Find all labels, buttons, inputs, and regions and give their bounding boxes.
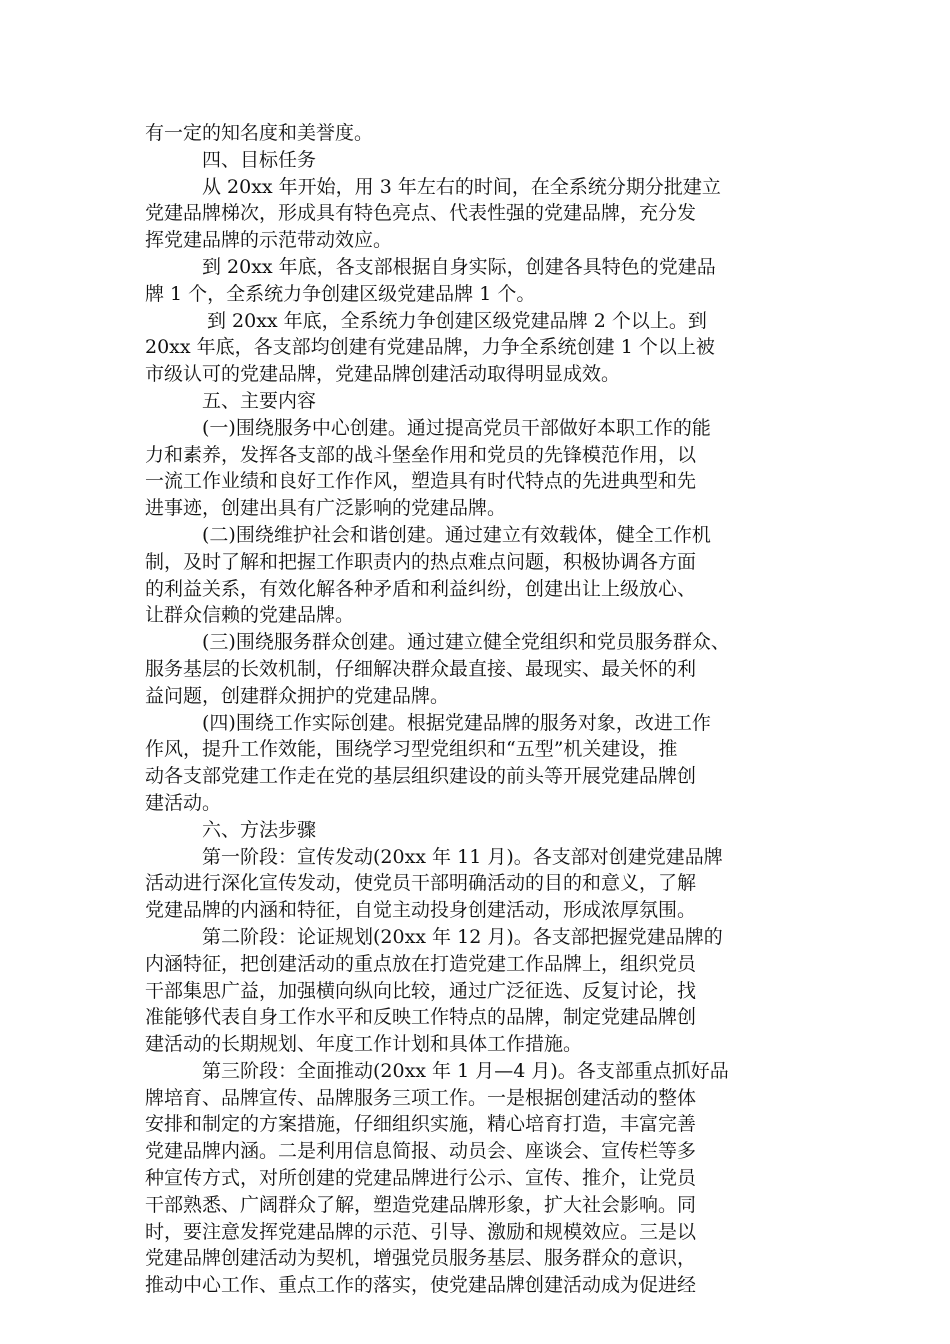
- text-line: 四、目标任务: [202, 148, 317, 171]
- text-line: 建活动的长期规划、年度工作计划和具体工作措施。: [145, 1033, 583, 1056]
- document-body: [145, 120, 807, 1299]
- text-line: 干部集思广益，加强横向纵向比较，通过广泛征选、反复讨论，找: [145, 979, 697, 1002]
- text-line: (四)围绕工作实际创建。根据党建品牌的服务对象，改进工作: [202, 711, 711, 734]
- text-line: 挥党建品牌的示范带动效应。: [145, 229, 393, 252]
- text-line: 党建品牌梯次，形成具有特色亮点、代表性强的党建品牌，充分发: [145, 202, 697, 225]
- text-line: 从 20xx 年开始，用 3 年左右的时间，在全系统分期分批建立: [202, 175, 721, 198]
- text-line: 牌 1 个，全系统力争创建区级党建品牌 1 个。: [145, 282, 536, 305]
- text-line: 有一定的知名度和美誉度。: [145, 122, 374, 144]
- text-line: (二)围绕维护社会和谐创建。通过建立有效载体，健全工作机: [202, 523, 711, 546]
- text-line: 党建品牌的内涵和特征，自觉主动投身创建活动，形成浓厚氛围。: [145, 899, 697, 922]
- text-line: 到 20xx 年底，全系统力争创建区级党建品牌 2 个以上。到: [207, 309, 707, 332]
- text-line: 市级认可的党建品牌，党建品牌创建活动取得明显成效。: [145, 363, 621, 386]
- text-line: 一流工作业绩和良好工作作风，塑造具有时代特点的先进典型和先: [145, 470, 697, 493]
- text-line: 时，要注意发挥党建品牌的示范、引导、激励和规模效应。三是以: [145, 1220, 697, 1243]
- text-line: 五、主要内容: [202, 389, 317, 412]
- text-line: 动各支部党建工作走在党的基层组织建设的前头等开展党建品牌创: [145, 765, 697, 788]
- text-line: 到 20xx 年底，各支部根据自身实际，创建各具特色的党建品: [202, 255, 716, 278]
- text-line: 制，及时了解和把握工作职责内的热点难点问题，积极协调各方面: [145, 550, 697, 573]
- text-line: 益问题，创建群众拥护的党建品牌。: [145, 684, 450, 707]
- text-line: 推动中心工作、重点工作的落实，使党建品牌创建活动成为促进经: [145, 1274, 697, 1297]
- text-line: 干部熟悉、广阔群众了解，塑造党建品牌形象，扩大社会影响。同: [145, 1193, 697, 1216]
- text-line: 第三阶段：全面推动(20xx 年 1 月—4 月)。各支部重点抓好品: [202, 1059, 729, 1082]
- text-line: 第二阶段：论证规划(20xx 年 12 月)。各支部把握党建品牌的: [202, 925, 723, 948]
- text-line: 六、方法步骤: [202, 818, 317, 841]
- text-line: 内涵特征，把创建活动的重点放在打造党建工作品牌上，组织党员: [145, 952, 697, 975]
- text-line: 种宣传方式，对所创建的党建品牌进行公示、宣传、推介，让党员: [145, 1167, 697, 1190]
- text-line: 进事迹，创建出具有广泛影响的党建品牌。: [145, 497, 507, 520]
- text-line: 力和素养，发挥各支部的战斗堡垒作用和党员的先锋模范作用，以: [145, 443, 697, 466]
- text-line: 准能够代表自身工作水平和反映工作特点的品牌，制定党建品牌创: [145, 1006, 697, 1029]
- text-line: 活动进行深化宣传发动，使党员干部明确活动的目的和意义，了解: [145, 872, 697, 895]
- text-line: 的利益关系，有效化解各种矛盾和利益纠纷，创建出让上级放心、: [145, 577, 697, 600]
- text-line: 20xx 年底，各支部均创建有党建品牌，力争全系统创建 1 个以上被: [145, 336, 715, 359]
- text-line: 让群众信赖的党建品牌。: [145, 604, 355, 627]
- text-line: 党建品牌内涵。二是利用信息简报、动员会、座谈会、宣传栏等多: [145, 1140, 697, 1163]
- text-line: 服务基层的长效机制，仔细解决群众最直接、最现实、最关怀的利: [145, 657, 697, 680]
- text-line: (三)围绕服务群众创建。通过建立健全党组织和党员服务群众、: [202, 631, 730, 654]
- text-line: 第一阶段：宣传发动(20xx 年 11 月)。各支部对创建党建品牌: [202, 845, 723, 868]
- text-line: 作风，提升工作效能，围绕学习型党组织和“五型”机关建设，推: [145, 738, 678, 761]
- text-line: 牌培育、品牌宣传、品牌服务三项工作。一是根据创建活动的整体: [145, 1086, 697, 1109]
- text-line: 安排和制定的方案措施，仔细组织实施，精心培育打造，丰富完善: [145, 1113, 697, 1136]
- text-line: (一)围绕服务中心创建。通过提高党员干部做好本职工作的能: [202, 416, 711, 439]
- text-line: 党建品牌创建活动为契机，增强党员服务基层、服务群众的意识，: [145, 1247, 697, 1270]
- text-line: 建活动。: [145, 791, 222, 814]
